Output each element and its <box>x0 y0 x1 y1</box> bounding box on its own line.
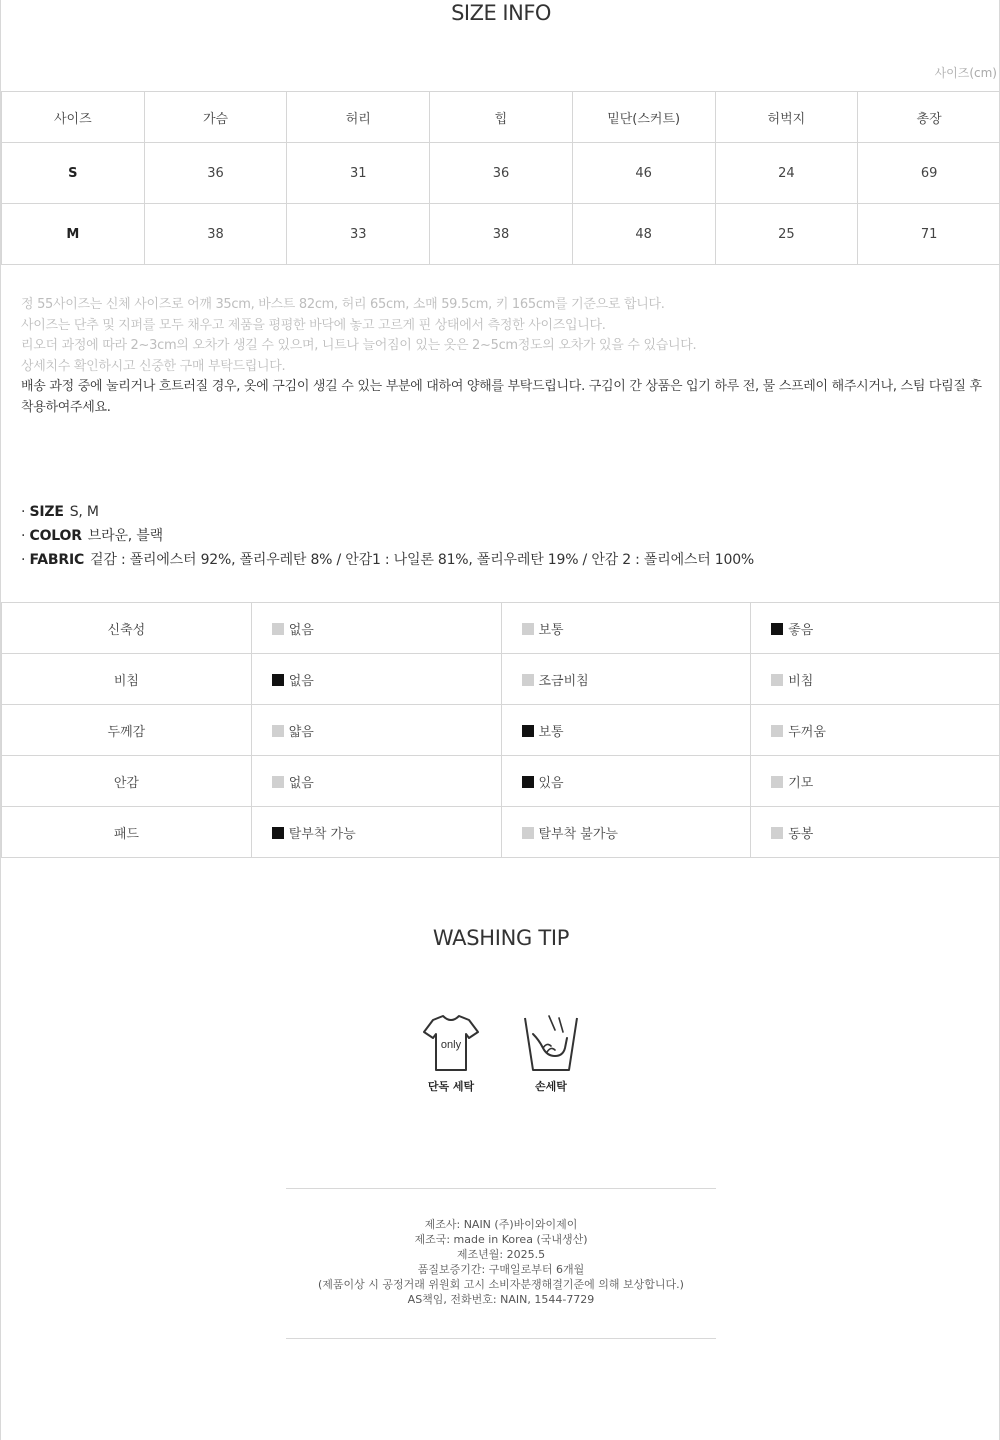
unchecked-square-icon <box>771 776 783 788</box>
option-label: 있음 <box>538 775 564 791</box>
unchecked-square-icon <box>522 623 534 635</box>
size-table <box>1 91 1000 265</box>
spec-size: · SIZE S, M <box>21 504 99 520</box>
size-value-cell: 24 <box>715 143 858 204</box>
size-unit-note: 사이즈(cm) <box>934 66 997 80</box>
size-value-cell: 36 <box>430 143 573 204</box>
option-label: 동봉 <box>788 826 814 842</box>
wash-item-solo <box>401 1012 501 1094</box>
fabric-feel-option <box>501 705 751 756</box>
fabric-feel-option <box>251 603 501 654</box>
option-label: 두꺼움 <box>788 724 826 740</box>
shipping-note: 배송 과정 중에 눌리거나 흐트러질 경우, 옷에 구김이 생길 수 있는 부분에 대하여 양해를 부탁드립니다. 구김이 간 상품은 입기 하루 전, 물 스프레이 해주시거나, 스팀 다림질 후 착용하여주세요. <box>21 379 982 415</box>
size-header-cell: 사이즈 <box>2 92 145 143</box>
maker-line: 품질보증기간: 구매일로부터 6개월 <box>417 1263 585 1276</box>
size-value-cell: 38 <box>144 204 287 265</box>
maker-line: 제조사: NAIN (주)바이와이제이 <box>424 1218 578 1231</box>
size-value-cell: 48 <box>572 204 715 265</box>
fabric-feel-category: 안감 <box>2 756 252 807</box>
product-specs <box>21 500 754 572</box>
fabric-feel-row <box>2 603 1000 654</box>
fabric-feel-option <box>251 654 501 705</box>
checked-square-icon <box>522 776 534 788</box>
unchecked-square-icon <box>771 725 783 737</box>
size-table-row <box>2 204 1000 265</box>
fabric-feel-option <box>501 807 751 858</box>
maker-line: AS책임, 전화번호: NAIN, 1544-7729 <box>407 1293 595 1306</box>
size-header-cell: 밑단(스커트) <box>572 92 715 143</box>
spec-key: COLOR <box>29 528 82 544</box>
size-value-cell: 69 <box>858 143 1000 204</box>
fabric-feel-row <box>2 756 1000 807</box>
checked-square-icon <box>272 674 284 686</box>
unchecked-square-icon <box>522 827 534 839</box>
hand-wash-icon <box>521 1012 581 1074</box>
spec-color: · COLOR 브라운, 블랙 <box>21 528 163 544</box>
manufacturer-info <box>1 1217 1000 1307</box>
fabric-feel-row <box>2 807 1000 858</box>
washing-tip-title: WASHING TIP <box>432 926 570 950</box>
fabric-feel-option <box>501 654 751 705</box>
option-label: 탈부착 가능 <box>288 826 356 842</box>
fabric-feel-option <box>251 705 501 756</box>
fabric-feel-row <box>2 654 1000 705</box>
fabric-feel-option <box>251 807 501 858</box>
fabric-feel-category: 패드 <box>2 807 252 858</box>
size-label-cell: S <box>2 143 145 204</box>
fabric-feel-option <box>751 603 1000 654</box>
size-header-cell: 허벅지 <box>715 92 858 143</box>
fabric-feel-option <box>501 603 751 654</box>
size-label-cell: M <box>2 204 145 265</box>
note-line: 정 55사이즈는 신체 사이즈로 어깨 35cm, 바스트 82cm, 허리 65cm, 소매 59.5cm, 키 165cm를 기준으로 합니다. <box>21 297 665 312</box>
note-line: 리오더 과정에 따라 2~3cm의 오차가 생길 수 있으며, 니트나 늘어짐이 있는 옷은 2~5cm정도의 오차가 있을 수 있습니다. <box>21 338 697 353</box>
size-header-cell: 가슴 <box>144 92 287 143</box>
size-value-cell: 38 <box>430 204 573 265</box>
fabric-feel-table <box>1 602 1000 858</box>
fabric-feel-category: 비침 <box>2 654 252 705</box>
spec-value: S, M <box>69 504 99 520</box>
wash-item-hand <box>501 1012 601 1094</box>
spec-value: 브라운, 블랙 <box>87 528 163 544</box>
size-header-cell: 총장 <box>858 92 1000 143</box>
option-label: 없음 <box>288 673 314 689</box>
unchecked-square-icon <box>272 725 284 737</box>
checked-square-icon <box>272 827 284 839</box>
option-label: 비침 <box>788 673 814 689</box>
note-line: 상세치수 확인하시고 신중한 구매 부탁드립니다. <box>21 358 286 374</box>
size-value-cell: 36 <box>144 143 287 204</box>
maker-line: 제조년월: 2025.5 <box>456 1248 546 1261</box>
size-value-cell: 46 <box>572 143 715 204</box>
option-label: 탈부착 불가능 <box>538 826 618 842</box>
option-label: 얇음 <box>288 724 314 740</box>
size-value-cell: 31 <box>287 143 430 204</box>
tshirt-only-icon <box>421 1012 481 1074</box>
size-header-cell: 허리 <box>287 92 430 143</box>
size-notes <box>21 295 996 418</box>
option-label: 보통 <box>538 622 564 638</box>
size-value-cell: 71 <box>858 204 1000 265</box>
fabric-feel-option <box>501 756 751 807</box>
spec-value: 겉감 : 폴리에스터 92%, 폴리우레탄 8% / 안감1 : 나일론 81%, 폴리우레탄 19% / 안감 2 : 폴리에스터 100% <box>90 552 755 568</box>
fabric-feel-option <box>751 756 1000 807</box>
fabric-feel-row <box>2 705 1000 756</box>
fabric-feel-option <box>751 705 1000 756</box>
fabric-feel-option <box>751 807 1000 858</box>
size-header-cell: 힙 <box>430 92 573 143</box>
spec-key: FABRIC <box>29 552 85 568</box>
fabric-feel-option <box>251 756 501 807</box>
option-label: 없음 <box>288 622 314 638</box>
option-label: 기모 <box>788 775 814 791</box>
unchecked-square-icon <box>272 623 284 635</box>
unchecked-square-icon <box>771 674 783 686</box>
checked-square-icon <box>522 725 534 737</box>
divider-top <box>286 1188 716 1189</box>
unchecked-square-icon <box>272 776 284 788</box>
maker-line: (제품이상 시 공정거래 위원회 고시 소비자분쟁해결기준에 의해 보상합니다.) <box>318 1278 684 1291</box>
fabric-feel-category: 신축성 <box>2 603 252 654</box>
spec-key: SIZE <box>29 504 64 520</box>
size-table-row <box>2 143 1000 204</box>
size-table-header <box>2 92 1000 143</box>
wash-label: 손세탁 <box>535 1080 567 1093</box>
fabric-feel-option <box>751 654 1000 705</box>
spec-fabric: · FABRIC 겉감 : 폴리에스터 92%, 폴리우레탄 8% / 안감1 : 나일론 81%, 폴리우레탄 19% / 안감 2 : 폴리에스터 100% <box>21 552 755 568</box>
tshirt-only-text: only <box>440 1039 462 1051</box>
fabric-feel-category: 두께감 <box>2 705 252 756</box>
maker-line: 제조국: made in Korea (국내생산) <box>414 1233 588 1246</box>
size-info-title: SIZE INFO <box>451 1 551 25</box>
option-label: 없음 <box>288 775 314 791</box>
checked-square-icon <box>771 623 783 635</box>
option-label: 조금비침 <box>538 673 589 689</box>
wash-label: 단독 세탁 <box>427 1080 475 1093</box>
size-value-cell: 33 <box>287 204 430 265</box>
note-line: 사이즈는 단추 및 지퍼를 모두 채우고 제품을 평평한 바닥에 놓고 고르게 핀 상태에서 측정한 사이즈입니다. <box>21 317 606 333</box>
unchecked-square-icon <box>522 674 534 686</box>
unchecked-square-icon <box>771 827 783 839</box>
option-label: 좋음 <box>788 622 814 638</box>
size-value-cell: 25 <box>715 204 858 265</box>
divider-bottom <box>286 1338 716 1339</box>
option-label: 보통 <box>538 724 564 740</box>
